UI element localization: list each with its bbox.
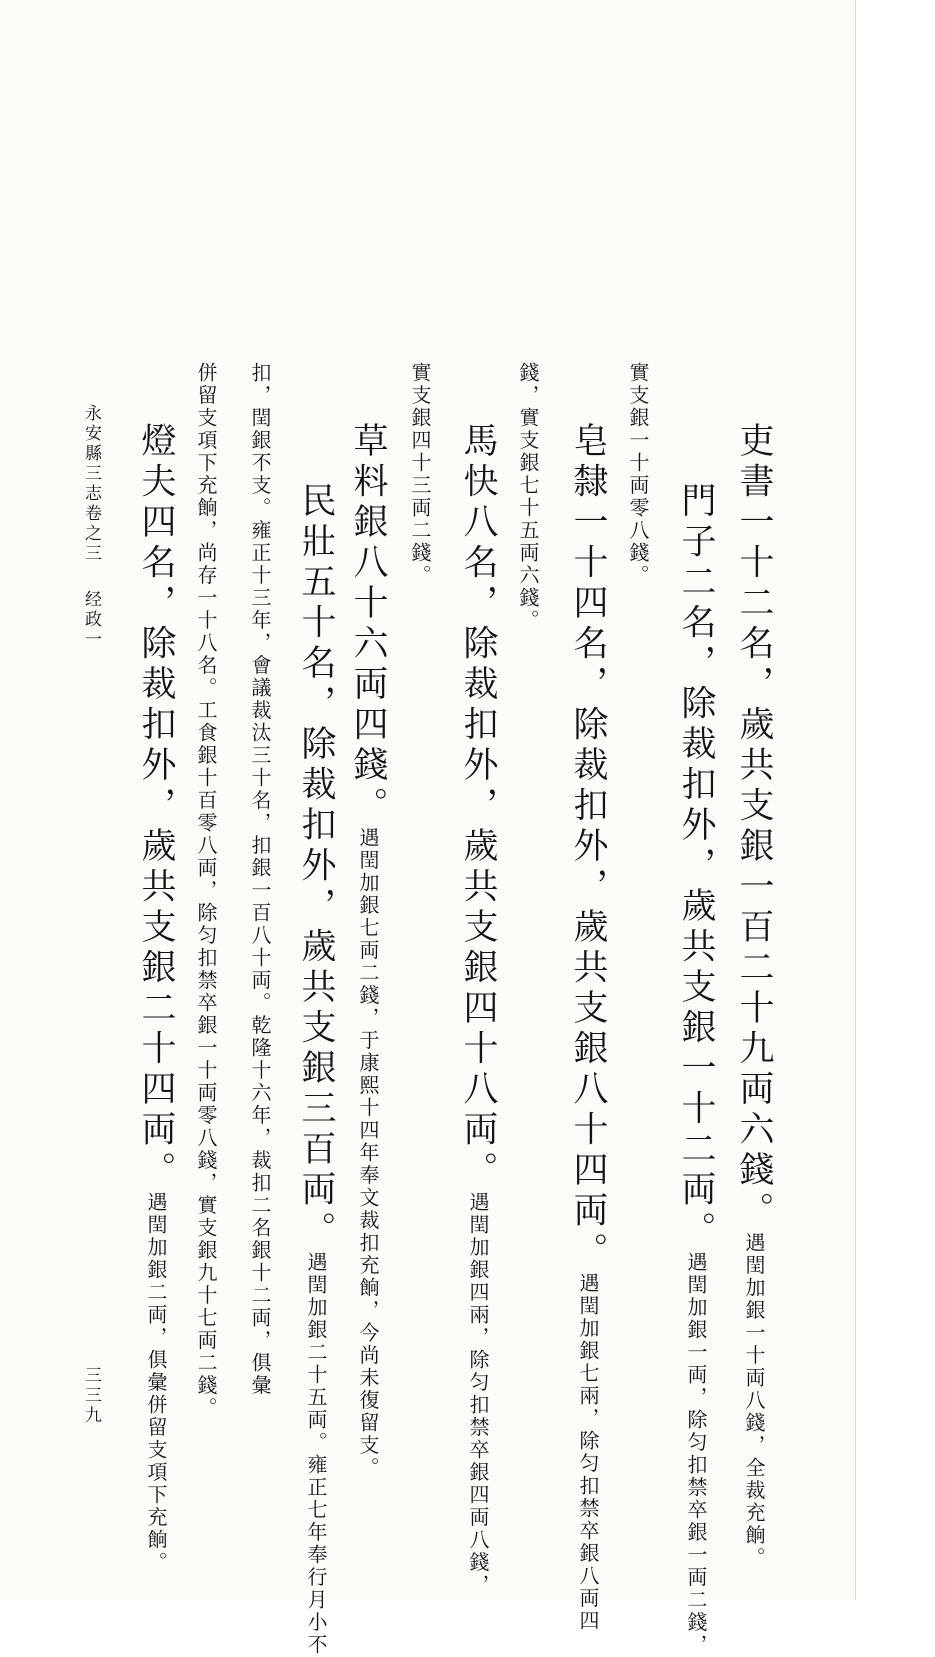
annotation-continuation: 實支銀一十両零八錢。 (626, 362, 650, 587)
text-column-2 (676, 482, 716, 1657)
annotation-continuation: 扣，閏銀不支。雍正十三年，會議裁汰三十名，扣銀一百八十両。乾隆十六年，裁扣二名銀十二両，俱彙 (248, 362, 272, 1397)
annotation-text: 遇閏加銀二両，俱彙併留支項下充餉。 (144, 1191, 168, 1574)
text-column-11 (196, 362, 216, 1420)
text-column-5 (518, 362, 538, 632)
running-header (82, 404, 99, 650)
main-entry-text: 燈夫四名，除裁扣外，歲共支銀二十四両。 (136, 422, 176, 1192)
text-column-7 (410, 362, 430, 587)
text-column-3 (628, 362, 648, 587)
text-column-10 (250, 362, 270, 1397)
text-column-12 (136, 422, 176, 1574)
book-title: 永安縣三志卷之三 (81, 404, 101, 564)
annotation-text: 遇閏加銀七両二錢，于康熙十四年奉文裁扣充餉，今尚未復留支。 (356, 827, 380, 1480)
annotation-text: 遇閏加銀一十両八錢，全裁充餉。 (742, 1232, 766, 1570)
annotation-continuation: 併留支項下充餉，尚存一十八名。工食銀十百零八両，除匀扣禁卒銀一十両零八錢，實支銀九十七両二錢。 (194, 362, 218, 1420)
main-entry-text: 馬快八名，除裁扣外，歲共支銀四十八両。 (458, 422, 498, 1192)
main-entry-text: 吏書一十二名，歲共支銀一百二十九両六錢。 (734, 422, 774, 1232)
main-entry-text: 民壯五十名，除裁扣外，歲共支銀三百両。 (296, 482, 336, 1252)
annotation-text: 遇閏加銀四兩，除匀扣禁卒銀四両八錢， (466, 1191, 490, 1597)
text-column-1 (734, 422, 774, 1570)
main-entry-text: 門子二名，除裁扣外，歲共支銀一十二両。 (676, 482, 716, 1252)
main-entry-text: 草料銀八十六両四錢。 (348, 422, 388, 827)
annotation-text: 遇閏加銀一両，除匀扣禁卒銀一両二錢， (684, 1251, 708, 1657)
text-column-6 (458, 422, 498, 1597)
page-number: 三三九 (81, 1366, 101, 1426)
annotation-continuation: 錢，實支銀七十五両六錢。 (516, 362, 540, 632)
annotation-text: 遇閏加銀七兩，除匀扣禁卒銀八両四 (576, 1272, 600, 1633)
text-column-9 (296, 482, 336, 1657)
section-title: 经政一 (81, 590, 101, 650)
scan-edge (856, 0, 935, 1600)
text-column-4 (568, 422, 608, 1633)
text-column-8 (348, 422, 388, 1480)
annotation-text: 遇閏加銀二十五両。雍正七年奉行月小不 (304, 1251, 328, 1657)
main-entry-text: 皂隸一十四名，除裁扣外，歲共支銀八十四両。 (568, 422, 608, 1273)
annotation-continuation: 實支銀四十三両二錢。 (408, 362, 432, 587)
